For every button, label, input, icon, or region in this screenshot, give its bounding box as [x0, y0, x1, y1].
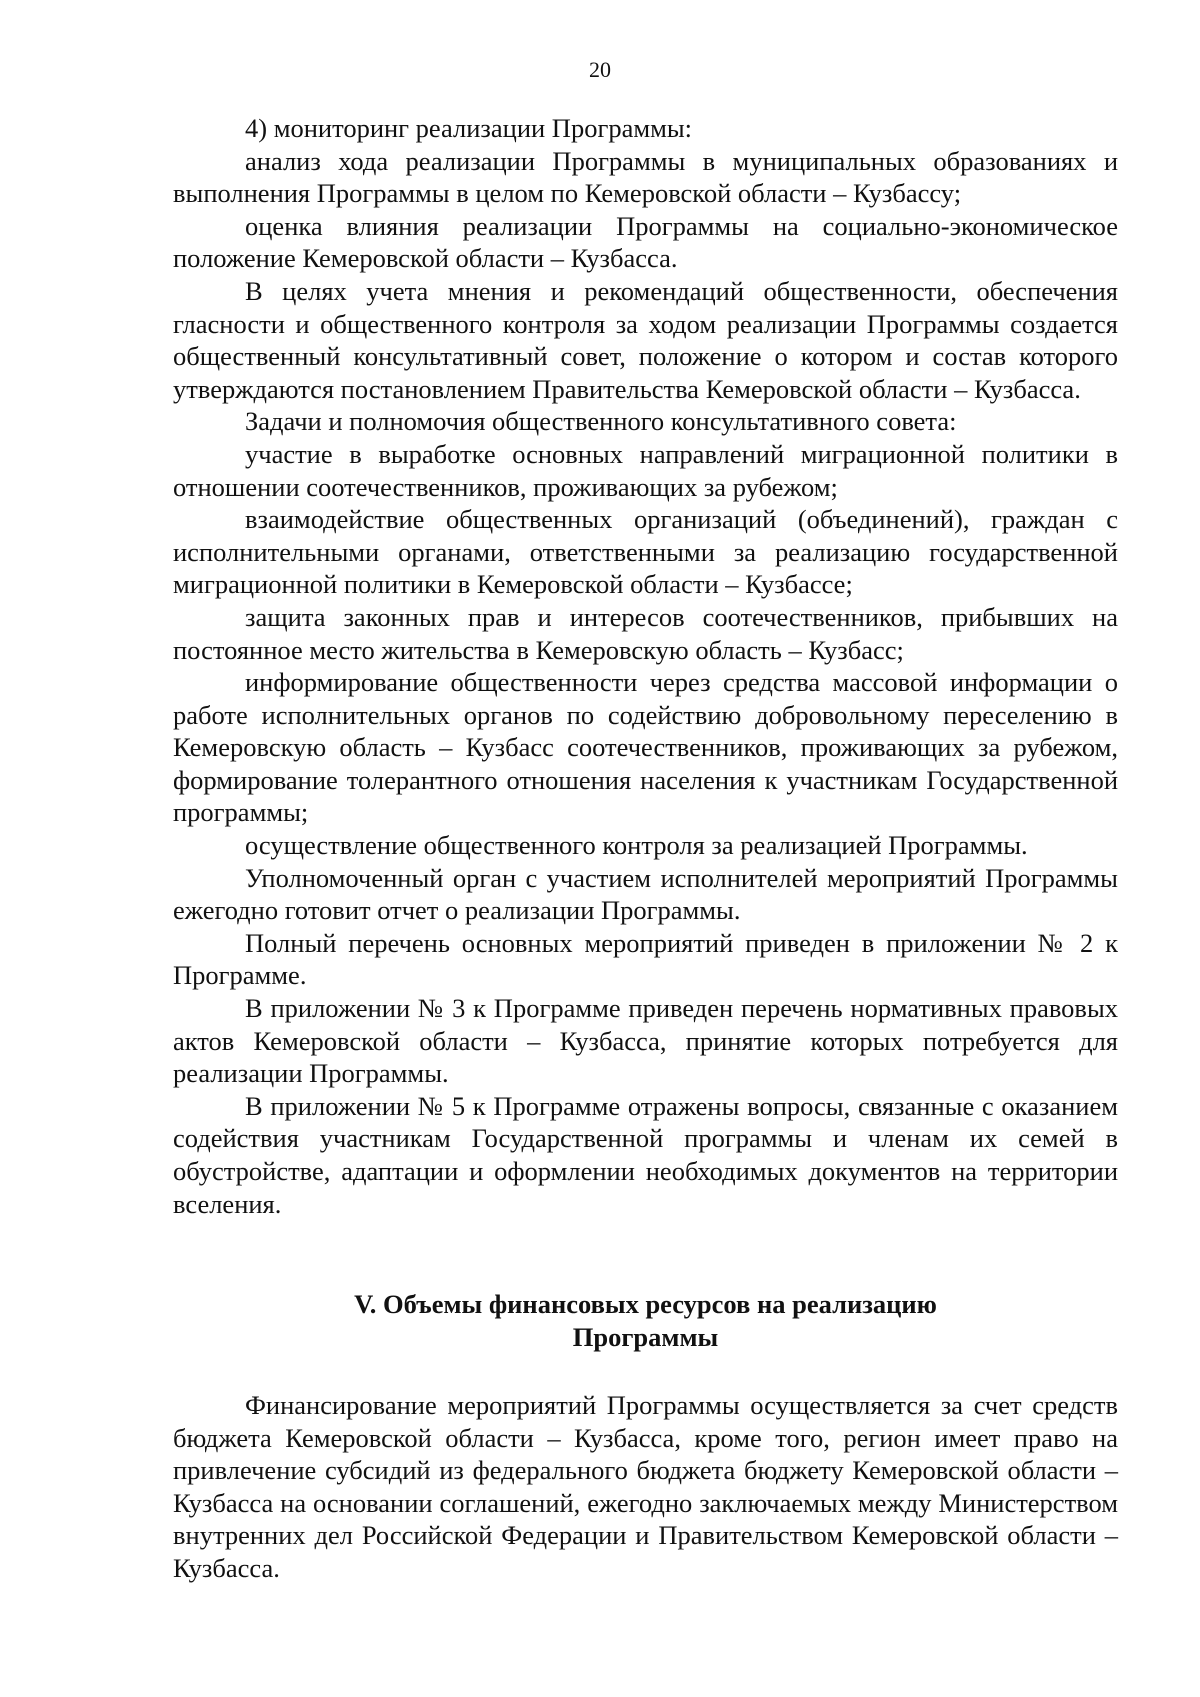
paragraph-policy-participation: участие в выработке основных направлений миграционной политики в отношении соотечественников, проживающих за рубежом;	[173, 438, 1118, 502]
paragraph-informing: информирование общественности через средства массовой информации о работе исполнительных органов по содействию добровольному переселению в Кемеровскую область – Кузбасс соотечественников, проживающих за рубежом, формирование толерантного отношения населения к участникам Государственной программы;	[173, 667, 1118, 828]
paragraph-financing: Финансирование мероприятий Программы осуществляется за счет средств бюджета Кемеровской области – Кузбасса, кроме того, регион имеет право на привлечение субсидий из федерального бюджета бюджету Кемеровской области – Кузбасса на основании соглашений, ежегодно заключаемых между Министерством внутренних дел Российской Федерации и Правительством Кемеровской области – Кузбасса.	[173, 1390, 1118, 1583]
paragraph-public-control: осуществление общественного контроля за реализацией Программы.	[245, 830, 1028, 861]
section-heading-line-2: Программы	[572, 1322, 719, 1352]
section-heading	[173, 1288, 1118, 1354]
paragraph-interaction: взаимодействие общественных организаций (объединений), граждан с исполнительными органами, ответственными за реализацию государственной миграционной политики в Кемеровской области – Кузбассе;	[173, 504, 1118, 600]
paragraph-council-tasks: Задачи и полномочия общественного консультативного совета:	[245, 406, 957, 437]
page-number: 20	[589, 57, 611, 82]
paragraph-appendix-3: В приложении № 3 к Программе приведен перечень нормативных правовых актов Кемеровской области – Кузбасса, принятие которых потребуется для реализации Программы.	[173, 993, 1118, 1089]
paragraph-impact-assessment: оценка влияния реализации Программы на социально-экономическое положение Кемеровской области – Кузбасса.	[173, 210, 1118, 274]
section-heading-line-1: V. Объемы финансовых ресурсов на реализацию	[354, 1289, 937, 1319]
paragraph-annual-report: Уполномоченный орган с участием исполнителей мероприятий Программы ежегодно готовит отчет о реализации Программы.	[173, 862, 1118, 926]
paragraph-monitoring: 4) мониторинг реализации Программы:	[245, 113, 693, 143]
paragraph-appendix-2: Полный перечень основных мероприятий приведен в приложении № 2 к Программе.	[173, 927, 1118, 991]
paragraph-appendix-5: В приложении № 5 к Программе отражены вопросы, связанные с оказанием содействия участникам Государственной программы и членам их семей в обустройстве, адаптации и оформлении необходимых документов на территории вселения.	[173, 1090, 1118, 1219]
body-text	[173, 112, 1118, 1220]
paragraph-analysis: анализ хода реализации Программы в муниципальных образованиях и выполнения Программы в целом по Кемеровской области – Кузбассу;	[173, 145, 1118, 209]
paragraph-advisory-council: В целях учета мнения и рекомендаций общественности, обеспечения гласности и общественного контроля за ходом реализации Программы создается общественный консультативный совет, положение о котором и состав которого утверждаются постановлением Правительства Кемеровской области – Кузбасса.	[173, 275, 1118, 404]
paragraph-rights-protection: защита законных прав и интересов соотечественников, прибывших на постоянное место жительства в Кемеровскую область – Кузбасс;	[173, 601, 1118, 665]
financing-text	[173, 1389, 1118, 1585]
